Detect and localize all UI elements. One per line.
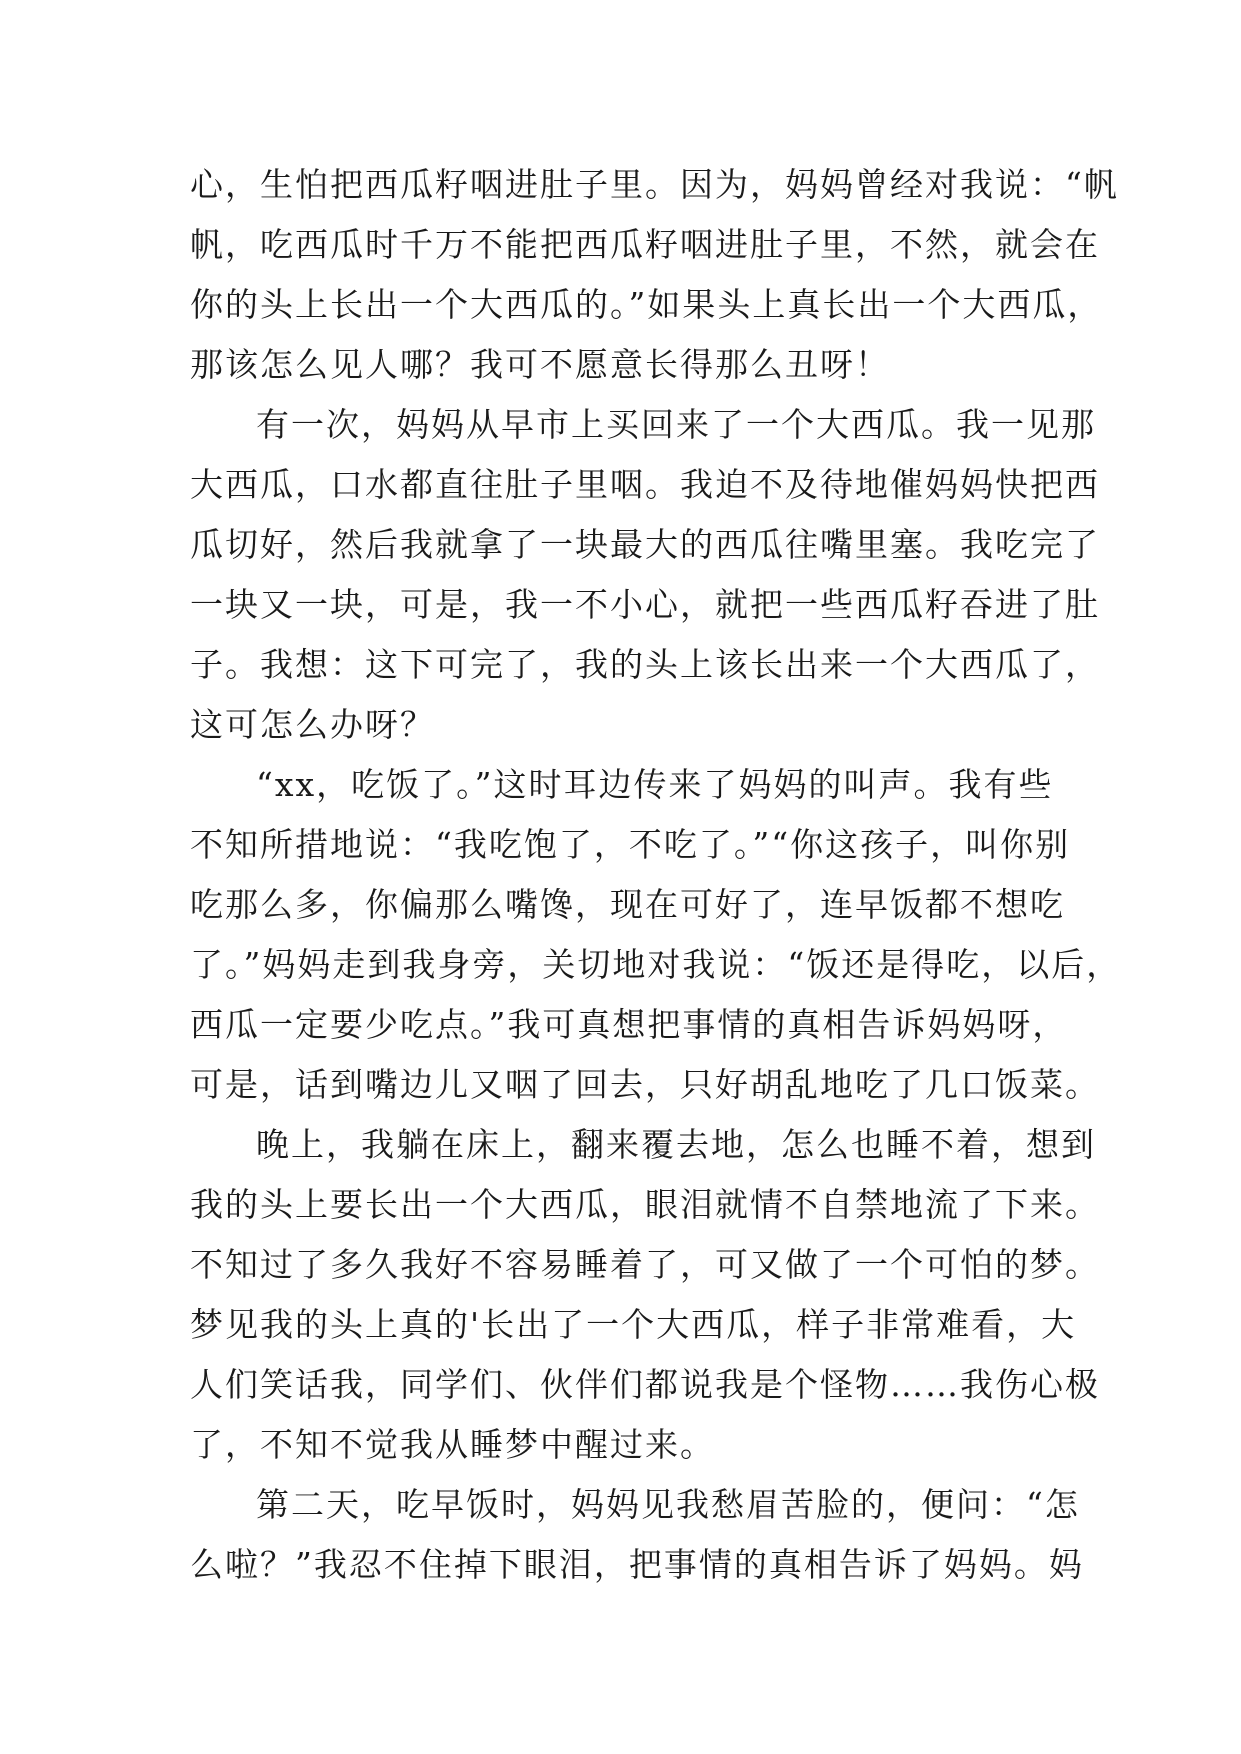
text-line: 帆，吃西瓜时千万不能把西瓜籽咽进肚子里，不然，就会在: [190, 225, 1100, 264]
text-line: 不知过了多久我好不容易睡着了，可又做了一个可怕的梦。: [190, 1245, 1100, 1284]
text-line: 梦见我的头上真的'长出了一个大西瓜，样子非常难看，大: [190, 1305, 1077, 1344]
text-line: 么啦？”我忍不住掉下眼泪，把事情的真相告诉了妈妈。妈: [190, 1545, 1084, 1584]
text-line: 大西瓜，口水都直往肚子里咽。我迫不及待地催妈妈快把西: [190, 465, 1100, 504]
text-line: 那该怎么见人哪？我可不愿意长得那么丑呀！: [190, 345, 890, 384]
text-line: 有一次，妈妈从早市上买回来了一个大西瓜。我一见那: [256, 405, 1096, 444]
text-line: 可是，话到嘴边儿又咽了回去，只好胡乱地吃了几口饭菜。: [190, 1065, 1100, 1104]
text-line: 了，不知不觉我从睡梦中醒过来。: [190, 1425, 715, 1464]
text-line: 我的头上要长出一个大西瓜，眼泪就情不自禁地流了下来。: [190, 1185, 1100, 1224]
text-line: 了。”妈妈走到我身旁，关切地对我说：“饭还是得吃，以后，: [190, 945, 1122, 984]
text-line: 吃那么多，你偏那么嘴馋，现在可好了，连早饭都不想吃: [190, 885, 1065, 924]
text-line: 这可怎么办呀？: [190, 705, 435, 744]
text-line: 子。我想：这下可完了，我的头上该长出来一个大西瓜了，: [190, 645, 1100, 684]
body-text: [190, 155, 1122, 1595]
text-line: 不知所措地说：“我吃饱了，不吃了。”“你这孩子，叫你别: [190, 825, 1071, 864]
text-line: 你的头上长出一个大西瓜的。”如果头上真长出一个大西瓜，: [190, 285, 1103, 324]
text-line: 晚上，我躺在床上，翻来覆去地，怎么也睡不着，想到: [256, 1125, 1096, 1164]
text-line: 人们笑话我，同学们、伙伴们都说我是个怪物……我伤心极: [190, 1365, 1100, 1404]
text-line: 西瓜一定要少吃点。”我可真想把事情的真相告诉妈妈呀，: [190, 1005, 1068, 1044]
text-line: 瓜切好，然后我就拿了一块最大的西瓜往嘴里塞。我吃完了: [190, 525, 1100, 564]
text-line: 一块又一块，可是，我一不小心，就把一些西瓜籽吞进了肚: [190, 585, 1100, 624]
text-line: 心，生怕把西瓜籽咽进肚子里。因为，妈妈曾经对我说：“帆: [190, 165, 1119, 204]
text-line: “xx，吃饭了。”这时耳边传来了妈妈的叫声。我有些: [256, 765, 1054, 804]
text-line: 第二天，吃早饭时，妈妈见我愁眉苦脸的，便问：“怎: [256, 1485, 1080, 1524]
